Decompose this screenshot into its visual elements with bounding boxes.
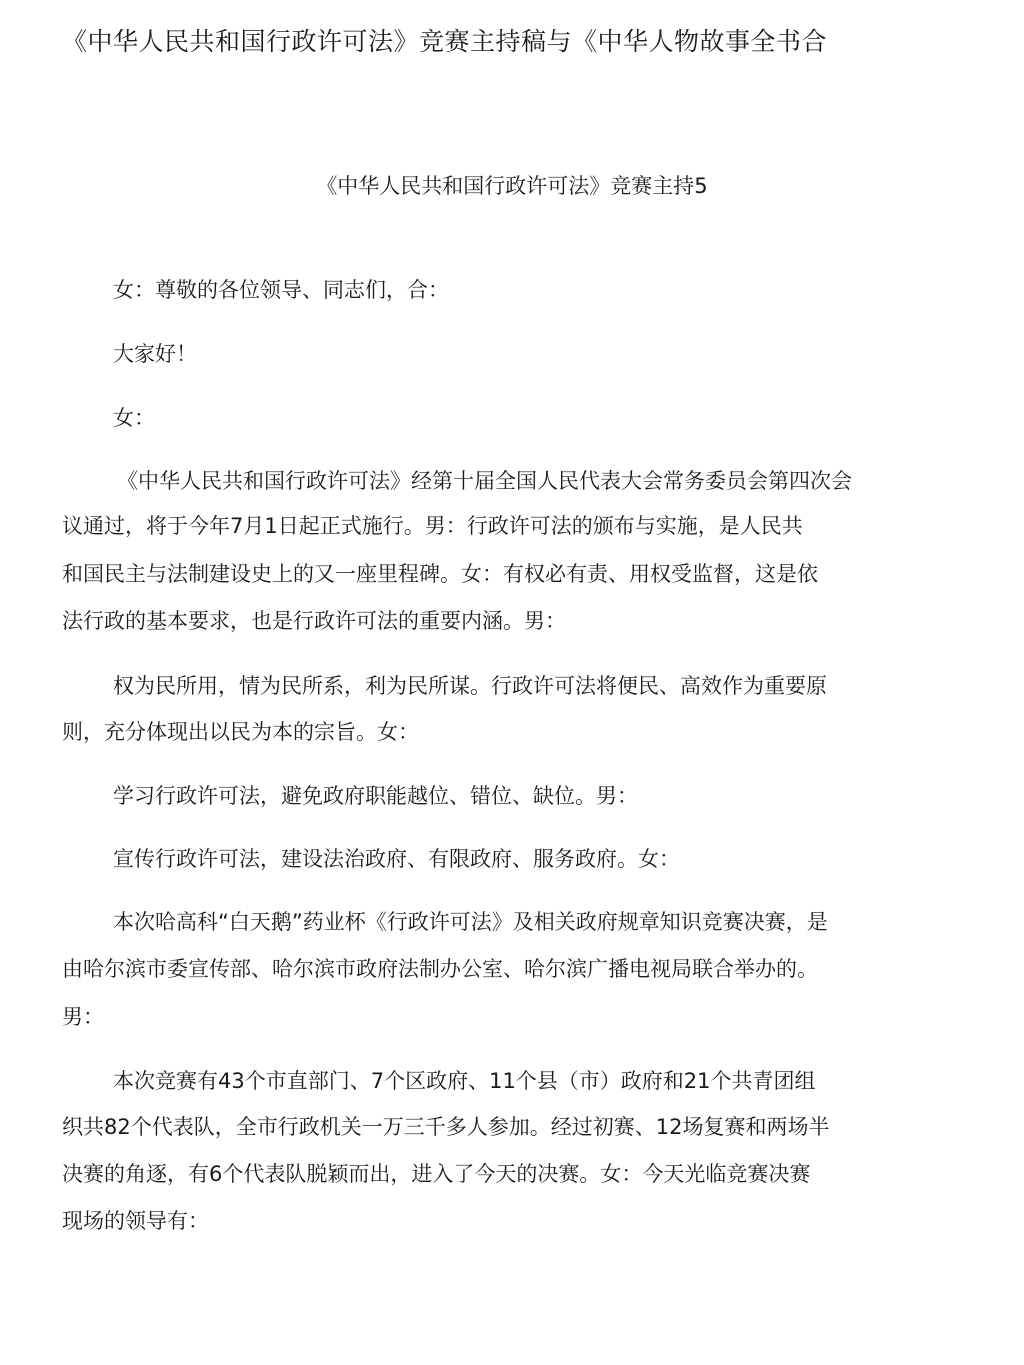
paragraph-line: 女：尊敬的各位领导、同志们，合：	[113, 278, 449, 302]
paragraph-line: 本次竞赛有43个市直部门、7个区政府、11个县（市）政府和21个共青团组	[113, 1069, 816, 1093]
paragraph-line: 决赛的角逐，有6个代表队脱颖而出，进入了今天的决赛。女：今天光临竞赛决赛	[62, 1162, 811, 1186]
paragraph-line: 现场的领导有：	[62, 1209, 209, 1233]
paragraph-line: 法行政的基本要求，也是行政许可法的重要内涵。男：	[62, 609, 566, 633]
paragraph-line: 宣传行政许可法，建设法治政府、有限政府、服务政府。女：	[113, 847, 680, 871]
paragraph-line: 由哈尔滨市委宣传部、哈尔滨市政府法制办公室、哈尔滨广播电视局联合举办的。	[62, 957, 818, 981]
paragraph-line: 大家好！	[113, 342, 197, 366]
paragraph-line: 本次哈高科“白天鹅”药业杯《行政许可法》及相关政府规章知识竞赛决赛，是	[113, 910, 828, 934]
paragraph-line: 《中华人民共和国行政许可法》经第十届全国人民代表大会常务委员会第四次会	[117, 469, 852, 493]
document-title: 《中华人民共和国行政许可法》竞赛主持稿与《中华人物故事全书合	[62, 27, 828, 56]
section-title: 《中华人民共和国行政许可法》竞赛主持5	[316, 174, 708, 198]
paragraph-line: 则，充分体现出以民为本的宗旨。女：	[62, 720, 419, 744]
paragraph-line: 和国民主与法制建设史上的又一座里程碑。女：有权必有责、用权受监督，这是依	[62, 562, 818, 586]
paragraph-line: 权为民所用，情为民所系，利为民所谋。行政许可法将便民、高效作为重要原	[113, 674, 827, 698]
paragraph-line: 女：	[113, 406, 155, 430]
paragraph-line: 议通过，将于今年7月1日起正式施行。男：行政许可法的颁布与实施，是人民共	[62, 514, 803, 538]
paragraph-line: 男：	[62, 1005, 104, 1029]
paragraph-line: 学习行政许可法，避免政府职能越位、错位、缺位。男：	[113, 784, 638, 808]
paragraph-line: 织共82个代表队，全市行政机关一万三千多人参加。经过初赛、12场复赛和两场半	[62, 1115, 830, 1139]
